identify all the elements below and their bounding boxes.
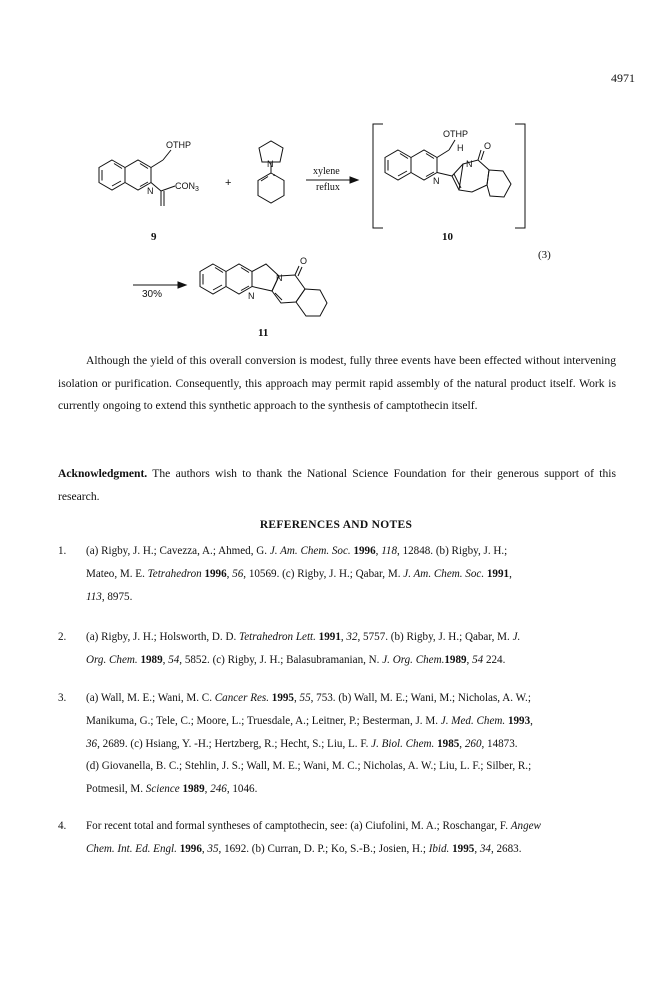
reference-line: Mateo, M. E. Tetrahedron 1996, 56, 10569. (c) Rigby, J. H.; Qabar, M. J. Am. Chem. Soc. 1991, [86,567,512,580]
compound-9-structure [99,150,175,206]
o-label-10: O [484,141,492,151]
n-label-9: N [147,186,154,196]
n-label-11-ring: N [248,291,255,301]
reaction-scheme [0,100,672,345]
reference-number: 2. [58,631,67,643]
reference-item [58,687,618,801]
n-label-10-amide: N [466,159,473,169]
arrow-conditions-xylene: xylene [313,166,340,177]
reference-line: Chem. Int. Ed. Engl. 1996, 35, 1692. (b) Curran, D. P.; Ko, S.-B.; Josien, H.; Ibid. 1995, 34, 2683. [86,842,522,855]
n-label-10-ring: N [433,176,440,186]
page-number: 4971 [611,71,635,85]
n-label-11-amide: N [276,273,283,283]
reference-line: (a) Rigby, J. H.; Holsworth, D. D. Tetrahedron Lett. 1991, 32, 5757. (b) Rigby, J. H.; Qabar, M. J. [86,631,521,643]
othp-label-9: OTHP [166,140,192,150]
reference-line: (a) Wall, M. E.; Wani, M. C. Cancer Res. 1995, 55, 753. (b) Wall, M. E.; Wani, M.; Nicholas, A. W.; [86,692,531,704]
references-heading: REFERENCES AND NOTES [259,519,413,531]
reference-line: 36, 2689. (c) Hsiang, Y. -H.; Hertzberg, R.; Hecht, S.; Liu, L. F. J. Biol. Chem. 1985, 260, 14873. [86,737,518,750]
o-label-11: O [300,256,308,266]
reference-line: For recent total and formal syntheses of camptothecin, see: (a) Ciufolini, M. A.; Roschangar, F. Angew [86,820,541,832]
con3-label: $CON_3$ [175,181,199,193]
paragraph-discussion: Although the yield of this overall conversion is modest, fully three events have been effected without intervening isolation or purification. Consequently, this approach may permit rapid assembly of the natural product itself. Work is currently ongoing to extend this synthetic approach to the synthesis of camptothecin itself. [58,354,616,413]
reference-item [58,815,618,861]
reference-line: (d) Giovanella, B. C.; Stehlin, J. S.; Wall, M. E.; Wani, M. C.; Nicholas, A. W.; Liu, L. F.; Silber, R.; [86,760,532,773]
reference-line: 113, 8975. [86,590,133,603]
acknowledgment-text: The authors wish to thank the National Science Foundation for their generous support of this research. [58,467,616,503]
reference-number: 1. [58,545,67,557]
compound-number-9: 9 [151,231,157,243]
reference-text [86,540,618,608]
reference-line: (a) Rigby, J. H.; Cavezza, A.; Ahmed, G. J. Am. Chem. Soc. 1996, 118, 12848. (b) Rigby, J. H.; [86,545,508,557]
reference-text [86,626,618,672]
compound-10-structure [385,140,511,197]
yield-label: 30% [142,289,163,300]
reference-number: 4. [58,820,67,832]
arrow-conditions-reflux: reflux [316,182,340,193]
compound-11-structure [200,264,327,316]
reference-text [86,815,618,861]
othp-label-10: OTHP [443,129,469,139]
plus-sign: + [225,177,232,189]
enamine-structure [258,141,284,203]
n-label-enamine: N [267,159,274,169]
reference-item [58,626,618,672]
reference-item [58,540,618,608]
equation-number: (3) [538,249,551,261]
reference-line: Manikuma, G.; Tele, C.; Moore, L.; Truesdale, A.; Leitner, P.; Besterman, J. M. J. Med. Chem. 1993, [86,714,533,727]
h-label-10: H [457,143,464,153]
acknowledgment-heading: Acknowledgment. [58,467,148,480]
reference-text [86,687,618,801]
reference-line: Potmesil, M. Science 1989, 246, 1046. [86,783,258,796]
reference-line: Org. Chem. 1989, 54, 5852. (c) Rigby, J. H.; Balasubramanian, N. J. Org. Chem.1989, 54 224. [86,653,506,666]
reference-number: 3. [58,692,67,704]
compound-number-10: 10 [442,231,453,243]
compound-number-11: 11 [258,327,269,339]
acknowledgment [58,463,616,508]
